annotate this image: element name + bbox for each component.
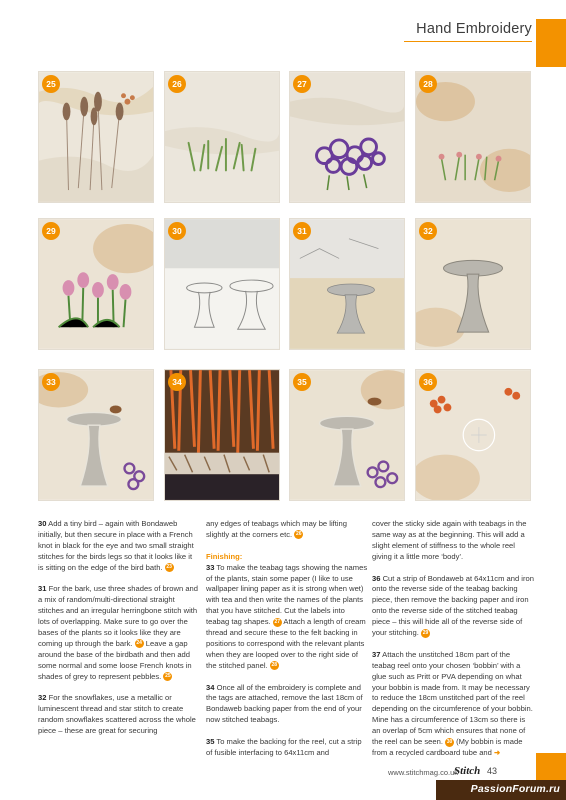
photo-28-image — [416, 72, 530, 202]
photo-29 — [38, 218, 154, 350]
step-34: 34 Once all of the embroidery is complete and the tags are attached, remove the last 18cm of Bondaweb backing paper from the end of your now stitched teabags. — [206, 682, 363, 725]
photo-25 — [38, 71, 154, 203]
photo-ref-icon: 23 — [166, 564, 172, 571]
photo-28 — [415, 71, 531, 203]
text-column-3 — [372, 519, 534, 770]
section-header — [404, 19, 566, 47]
text-column-1 — [38, 519, 198, 748]
footer-url[interactable]: www.stitchmag.co.uk — [388, 768, 459, 777]
photo-number-badge: 25 — [42, 75, 60, 93]
photo-ref-icon: 24 — [136, 640, 142, 647]
finishing-subheading: Finishing: — [206, 551, 243, 561]
photo-33-image — [39, 370, 153, 500]
photo-29-image — [39, 219, 153, 349]
photo-number-badge: 30 — [168, 222, 186, 240]
photo-36 — [415, 369, 531, 501]
photo-31 — [289, 218, 405, 350]
step-33: 33 To make the teabag tags showing the names of the plants, stain some paper (I like to use wallpaper lining paper as it is strong when wet) with tea and then write the names of the plants that you have stitched. Cut the labels into teabag tag shapes. 27 Attach a length of cream thread and secure these to the felt backing in positions to correspond with the relevant plants when they are looped over to the right side of the stitched panel. 28 — [206, 562, 368, 670]
step-35: 35 To make the backing for the reel, cut a strip of fusible interfacing to 64x11cm and — [206, 737, 362, 757]
photo-number-badge: 35 — [293, 373, 311, 391]
continue-arrow-icon: ➜ — [494, 748, 501, 757]
photo-ref-icon: 28 — [271, 662, 278, 669]
photo-31-image — [290, 219, 404, 349]
watermark-text: PassionForum.ru — [470, 783, 560, 795]
photo-27-image — [290, 72, 404, 202]
page-number: 43 — [487, 766, 498, 776]
step-37: 37 Attach the unstitched 18cm part of the teabag reel onto your chosen ‘bobbin’ with a glue such as Pritt or PVA depending on what your bobbin is made from. It may be necessary to reduce the 18cm unstitched part of the reel depending on the circumference of your bobbin. Mine has a circumference of 13cm so there is an overlap of 5cm which ensures that none of the reel can be seen. 30 (My bobbin is made from a recycled cardboard tube and ➜ — [372, 649, 533, 757]
photo-number-badge: 28 — [419, 75, 437, 93]
step-36: 36 Cut a strip of Bondaweb at 64x11cm and iron onto the reverse side of the teabag backing piece, then remove the backing paper and iron onto the reverse side of the stitched teabag piece – this will hide all of the reverse side of your stitching. 29 — [372, 573, 534, 638]
step-31: 31 For the bark, use three shades of brown and a mix of random/multi-directional straight stitches and an irregular herringbone stitch with lots of overlapping. Make sure to go over the bases of the plants so it looks like they are coming up through the bark. 24 Leave a gap around the base of the birdbath and then add some normal and some loose French knots in shades of grey to represent pebbles. 25 — [38, 584, 198, 681]
header-tab — [536, 19, 566, 67]
photo-number-badge: 26 — [168, 75, 186, 93]
photo-32 — [415, 218, 531, 350]
footer-logo: Stitch — [454, 765, 481, 777]
photo-35 — [289, 369, 405, 501]
photo-ref-icon: 30 — [446, 738, 453, 745]
photo-ref-icon: 26 — [295, 531, 302, 538]
photo-ref-icon: 25 — [165, 673, 171, 680]
photo-ref-icon: 27 — [274, 618, 280, 625]
photo-30-image — [165, 219, 279, 349]
step-35-continued: cover the sticky side again with teabags in the same way as at the beginning. This will add a slight element of stiffness to the whole reel giving it a little more ‘body’. — [372, 519, 527, 561]
photo-ref-icon: 29 — [422, 629, 429, 636]
photo-36-image — [416, 370, 530, 500]
section-title: Hand Embroidery — [416, 21, 532, 37]
photo-34-image — [165, 370, 279, 500]
photo-number-badge: 36 — [419, 373, 437, 391]
step-30: 30 Add a tiny bird – again with Bondaweb initially, but then secure in place with a French knot in black for the eye and two small straight stitches for the birds legs so that it looks like it is sitting on the edge of the bird bath. 23 — [38, 519, 194, 572]
photo-30 — [164, 218, 280, 350]
photo-32-image — [416, 219, 530, 349]
photo-number-badge: 32 — [419, 222, 437, 240]
header-rule — [404, 41, 532, 42]
photo-33 — [38, 369, 154, 501]
photo-27 — [289, 71, 405, 203]
step-32-continued: any edges of teabags which may be lifting slightly at the corners etc. 26 — [206, 519, 347, 539]
watermark-banner — [436, 780, 566, 800]
text-column-2 — [206, 519, 370, 770]
photo-25-image — [39, 72, 153, 202]
photo-number-badge: 34 — [168, 373, 186, 391]
photo-35-image — [290, 370, 404, 500]
photo-number-badge: 27 — [293, 75, 311, 93]
photo-number-badge: 31 — [293, 222, 311, 240]
photo-26-image — [165, 72, 279, 202]
photo-26 — [164, 71, 280, 203]
photo-34 — [164, 369, 280, 501]
photo-number-badge: 29 — [42, 222, 60, 240]
step-32: 32 For the snowflakes, use a metallic or luminescent thread and star stitch to create random snowflakes scattered across the whole piece – these are great for securing — [38, 693, 196, 736]
photo-number-badge: 33 — [42, 373, 60, 391]
